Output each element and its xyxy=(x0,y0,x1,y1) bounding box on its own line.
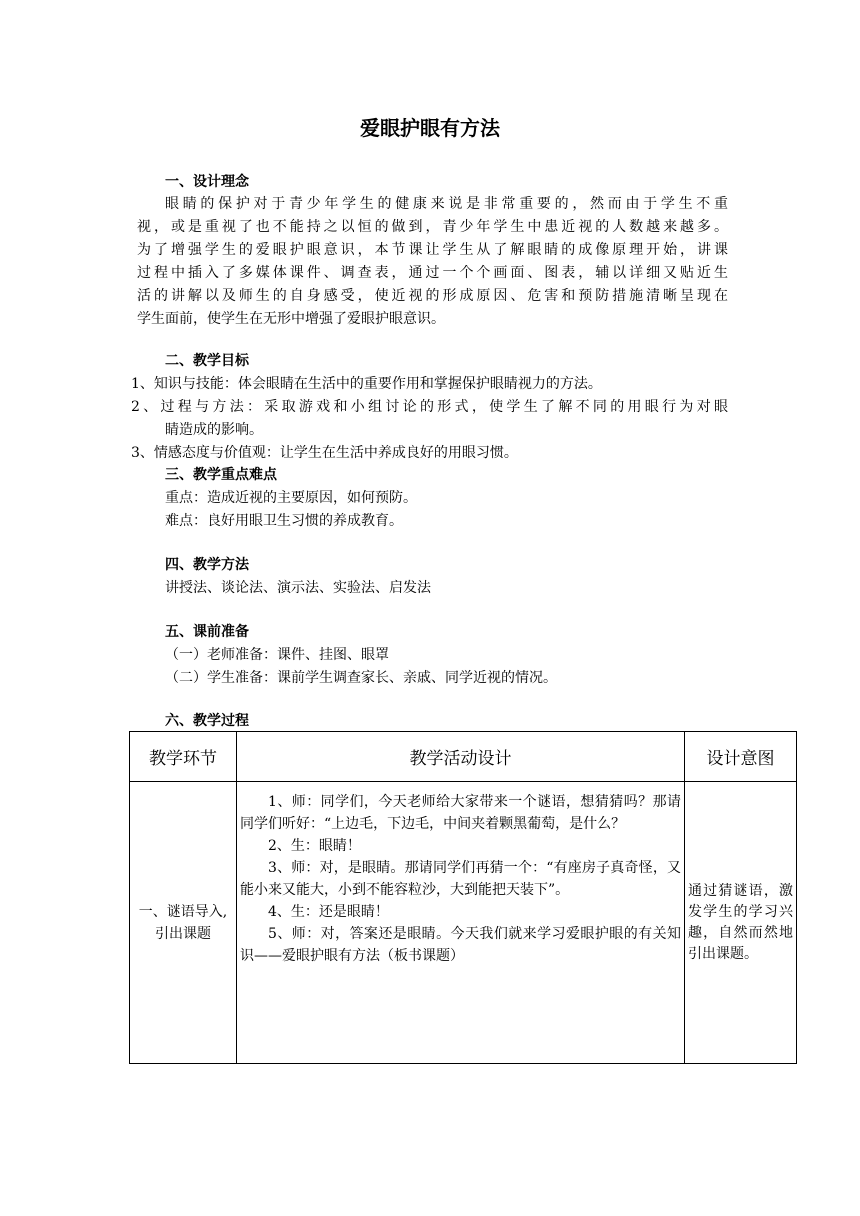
paragraph-line: 眼睛的保护对于青少年学生的健康来说是非常重要的，然而由于学生不重 xyxy=(165,196,728,212)
section-heading-preparation: 五、课前准备 xyxy=(165,624,249,640)
table-header-stage: 教学环节 xyxy=(130,732,237,782)
paragraph-line: 学生面前，使学生在无形中增强了爱眼护眼意识。 xyxy=(137,311,445,327)
section-heading-key-points: 三、教学重点难点 xyxy=(165,467,277,483)
intent-cell: 通过猜谜语，激发学生的学习兴趣，自然而然地引出课题。 xyxy=(685,782,797,1064)
section-heading-design-concept: 一、设计理念 xyxy=(165,174,249,190)
goal-item: 3、情感态度与价值观：让学生在生活中养成良好的用眼习惯。 xyxy=(131,445,518,461)
stage-line: 引出课题 xyxy=(155,925,211,942)
document-title: 爱眼护眼有方法 xyxy=(360,116,500,140)
teaching-process-table xyxy=(129,731,797,1064)
teacher-preparation: （一）老师准备：课件、挂图、眼罩 xyxy=(165,647,389,663)
goal-item: 2、过程与方法：采取游戏和小组讨论的形式，使学生了解不同的用眼行为对眼 xyxy=(131,399,728,415)
student-preparation: （二）学生准备：课前学生调查家长、亲戚、同学近视的情况。 xyxy=(165,670,557,686)
table-header-row xyxy=(130,732,797,782)
table-row xyxy=(130,782,797,1064)
goal-item: 1、知识与技能：体会眼睛在生活中的重要作用和掌握保护眼睛视力的方法。 xyxy=(131,376,602,392)
section-heading-teaching-process: 六、教学过程 xyxy=(165,713,249,729)
activity-paragraph: 3、师：对，是眼睛。那请同学们再猜一个：“有座房子真奇怪，又能小来又能大，小到不能容粒沙，大到能把天装下”。 xyxy=(240,860,681,898)
section-heading-teaching-methods: 四、教学方法 xyxy=(165,557,249,573)
goal-item-continuation: 睛造成的影响。 xyxy=(165,422,263,438)
activity-paragraph: 1、师：同学们，今天老师给大家带来一个谜语，想猜猜吗？那请同学们听好：“上边毛，下边毛，中间夹着颗黑葡萄，是什么？ xyxy=(240,794,681,832)
paragraph-line: 为了增强学生的爱眼护眼意识，本节课让学生从了解眼睛的成像原理开始，讲课 xyxy=(137,242,728,258)
section-heading-teaching-goals: 二、教学目标 xyxy=(165,353,249,369)
activity-paragraph: 4、生：还是眼睛！ xyxy=(268,904,389,920)
table-header-intent: 设计意图 xyxy=(685,732,797,782)
activity-paragraph: 2、生：眼睛！ xyxy=(268,838,361,854)
paragraph-line: 视，或是重视了也不能持之以恒的做到，青少年学生中患近视的人数越来越多。 xyxy=(137,219,728,235)
paragraph-line: 过程中插入了多媒体课件、调查表，通过一个个画面、图表，辅以详细又贴近生 xyxy=(137,265,728,281)
methods-text: 讲授法、谈论法、演示法、实验法、启发法 xyxy=(165,580,431,596)
key-point: 重点：造成近视的主要原因，如何预防。 xyxy=(165,490,417,506)
table-header-activity: 教学活动设计 xyxy=(237,732,685,782)
stage-line: 一、谜语导入, xyxy=(138,903,228,920)
activity-cell xyxy=(237,782,685,1064)
paragraph-line: 活的讲解以及师生的自身感受，使近视的形成原因、危害和预防措施清晰呈现在 xyxy=(137,288,728,304)
stage-cell xyxy=(130,782,237,1064)
activity-paragraph: 5、师：对，答案还是眼睛。今天我们就来学习爱眼护眼的有关知识——爱眼护眼有方法（板书课题） xyxy=(240,926,681,964)
difficult-point: 难点：良好用眼卫生习惯的养成教育。 xyxy=(165,513,403,529)
